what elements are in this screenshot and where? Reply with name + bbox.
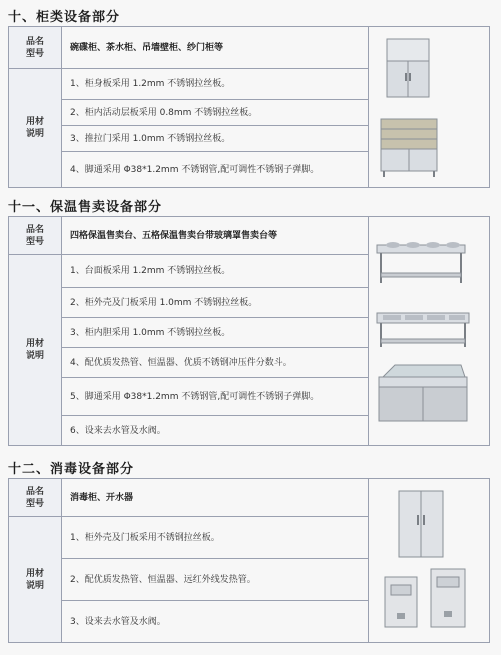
material-item: 3、柜内胆采用 1.0mm 不锈钢拉丝板。 bbox=[62, 318, 369, 348]
label-material bbox=[9, 255, 62, 446]
material-item: 5、脚通采用 Φ38*1.2mm 不锈钢管,配可调性不锈钢子弹脚。 bbox=[62, 378, 369, 416]
product-images-cabinets bbox=[369, 27, 490, 188]
material-item: 2、配优质发热管、恒温器、远红外线发热管。 bbox=[62, 559, 369, 601]
material-item: 3、设来去水管及水阀。 bbox=[62, 601, 369, 643]
label-material bbox=[9, 517, 62, 643]
label-product-name bbox=[9, 27, 62, 69]
material-item: 4、配优质发热管、恒温器、优质不锈钢冲压件分数斗。 bbox=[62, 348, 369, 378]
material-item: 2、柜外壳及门板采用 1.0mm 不锈钢拉丝板。 bbox=[62, 288, 369, 318]
product-images-warming bbox=[369, 217, 490, 446]
product-images-disinfection bbox=[369, 479, 490, 643]
label-text: 品名 型号 bbox=[25, 224, 44, 247]
label-text: 用材 说明 bbox=[25, 117, 44, 139]
material-item: 4、脚通采用 Φ38*1.2mm 不锈钢管,配可调性不锈钢子弹脚。 bbox=[62, 152, 369, 188]
label-text: 用材 说明 bbox=[25, 568, 44, 591]
material-item: 2、柜内活动层板采用 0.8mm 不锈钢拉丝板。 bbox=[62, 100, 369, 126]
warming-counter-illustration bbox=[369, 217, 489, 445]
section-title-cabinets: 十、柜类设备部分 bbox=[8, 10, 121, 25]
material-item: 1、柜身板采用 1.2mm 不锈钢拉丝板。 bbox=[62, 69, 369, 100]
label-text: 品名 型号 bbox=[25, 486, 44, 509]
label-product-name bbox=[9, 217, 62, 255]
spec-table-disinfection bbox=[8, 478, 490, 643]
spec-table-cabinets bbox=[8, 26, 490, 188]
product-name: 消毒柜、开水器 bbox=[62, 479, 369, 517]
material-item: 3、推拉门采用 1.0mm 不锈钢拉丝板。 bbox=[62, 126, 369, 152]
label-text: 品名 型号 bbox=[25, 36, 44, 59]
label-product-name bbox=[9, 479, 62, 517]
material-item: 1、台面板采用 1.2mm 不锈钢拉丝板。 bbox=[62, 255, 369, 288]
material-item: 6、设来去水管及水阀。 bbox=[62, 416, 369, 446]
product-name: 碗碟柜、茶水柜、吊墙壁柜、纱门柜等 bbox=[62, 27, 369, 69]
disinfection-cabinet-illustration bbox=[369, 481, 489, 641]
material-item: 1、柜外壳及门板采用不锈钢拉丝板。 bbox=[62, 517, 369, 559]
label-text: 用材 说明 bbox=[25, 339, 44, 361]
cabinet-illustration bbox=[369, 27, 489, 187]
section-title-warming: 十一、保温售卖设备部分 bbox=[8, 200, 163, 215]
spec-table-warming bbox=[8, 216, 490, 446]
product-name: 四格保温售卖台、五格保温售卖台带玻璃罩售卖台等 bbox=[62, 217, 369, 255]
section-title-disinfection: 十二、消毒设备部分 bbox=[8, 462, 135, 477]
label-material bbox=[9, 69, 62, 188]
